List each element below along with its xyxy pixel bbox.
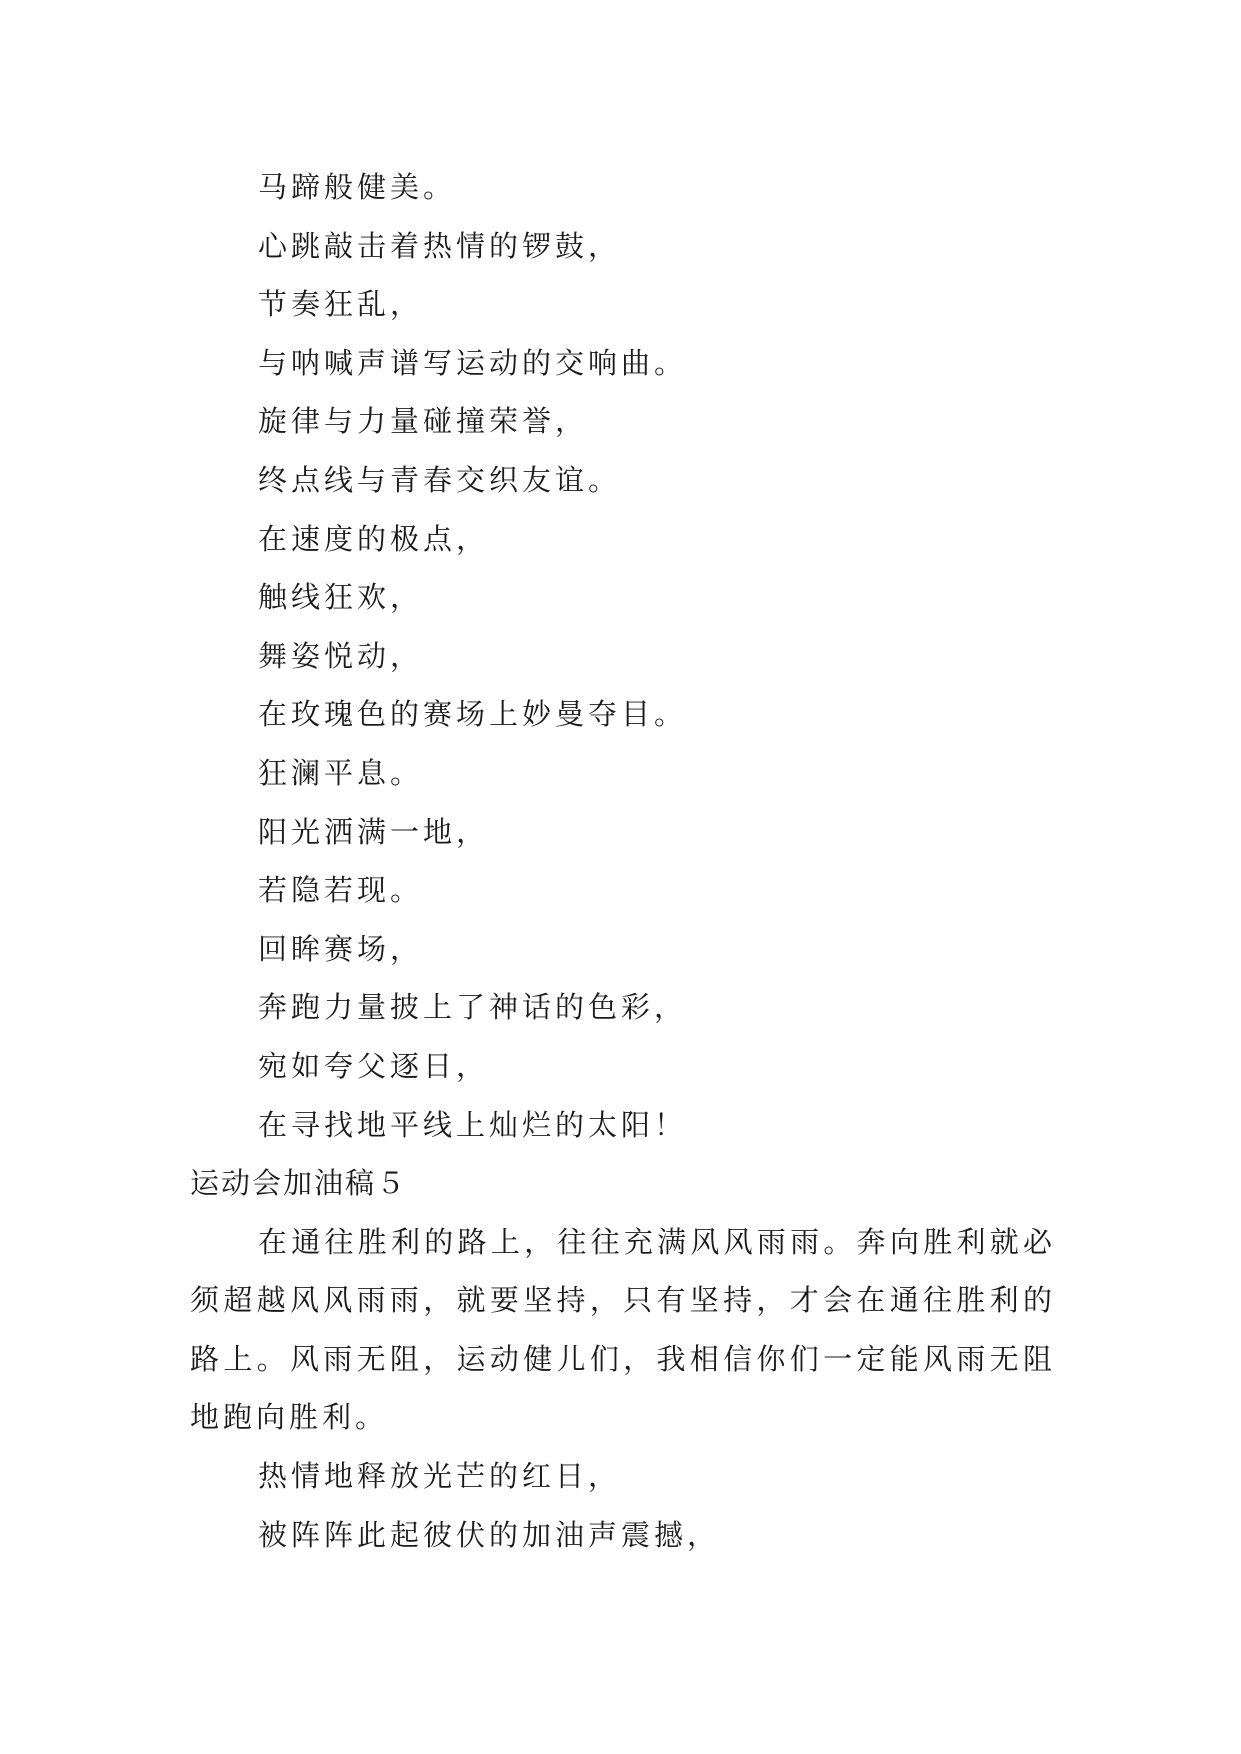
- verse-line: 奔跑力量披上了神话的色彩，: [258, 990, 688, 1025]
- verse-line: 被阵阵此起彼伏的加油声震撼，: [258, 1517, 721, 1552]
- verse-line: 在速度的极点，: [258, 521, 490, 556]
- body-paragraph: 在通往胜利的路上，往往充满风风雨雨。奔向胜利就必须超越风风雨雨，就要坚持，只有坚持，才会在通往胜利的路上。风雨无阻，运动健儿们，我相信你们一定能风雨无阻地跑向胜利。: [190, 1224, 1056, 1435]
- verse-line: 狂澜平息。: [258, 755, 424, 790]
- verse-line: 终点线与青春交织友谊。: [258, 462, 622, 497]
- verse-line: 阳光洒满一地，: [258, 814, 490, 849]
- verse-line: 热情地释放光芒的红日，: [258, 1459, 622, 1494]
- section-heading: 运动会加油稿５: [190, 1166, 408, 1201]
- verse-line: 节奏狂乱，: [258, 287, 424, 322]
- verse-line: 与呐喊声谱写运动的交响曲。: [258, 345, 688, 380]
- verse-line: 旋律与力量碰撞荣誉，: [258, 404, 589, 439]
- verse-line: 宛如夸父逐日，: [258, 1048, 490, 1083]
- document-body: [190, 158, 1056, 1564]
- verse-line: 心跳敲击着热情的锣鼓，: [258, 228, 622, 263]
- verse-line: 在寻找地平线上灿烂的太阳！: [258, 1107, 688, 1142]
- verse-line: 在玫瑰色的赛场上妙曼夺目。: [258, 697, 688, 732]
- verse-line: 回眸赛场，: [258, 931, 424, 966]
- verse-line: 舞姿悦动，: [258, 638, 424, 673]
- verse-line: 若隐若现。: [258, 873, 424, 908]
- verse-line: 马蹄般健美。: [258, 170, 457, 204]
- verse-line: 触线狂欢，: [258, 580, 424, 615]
